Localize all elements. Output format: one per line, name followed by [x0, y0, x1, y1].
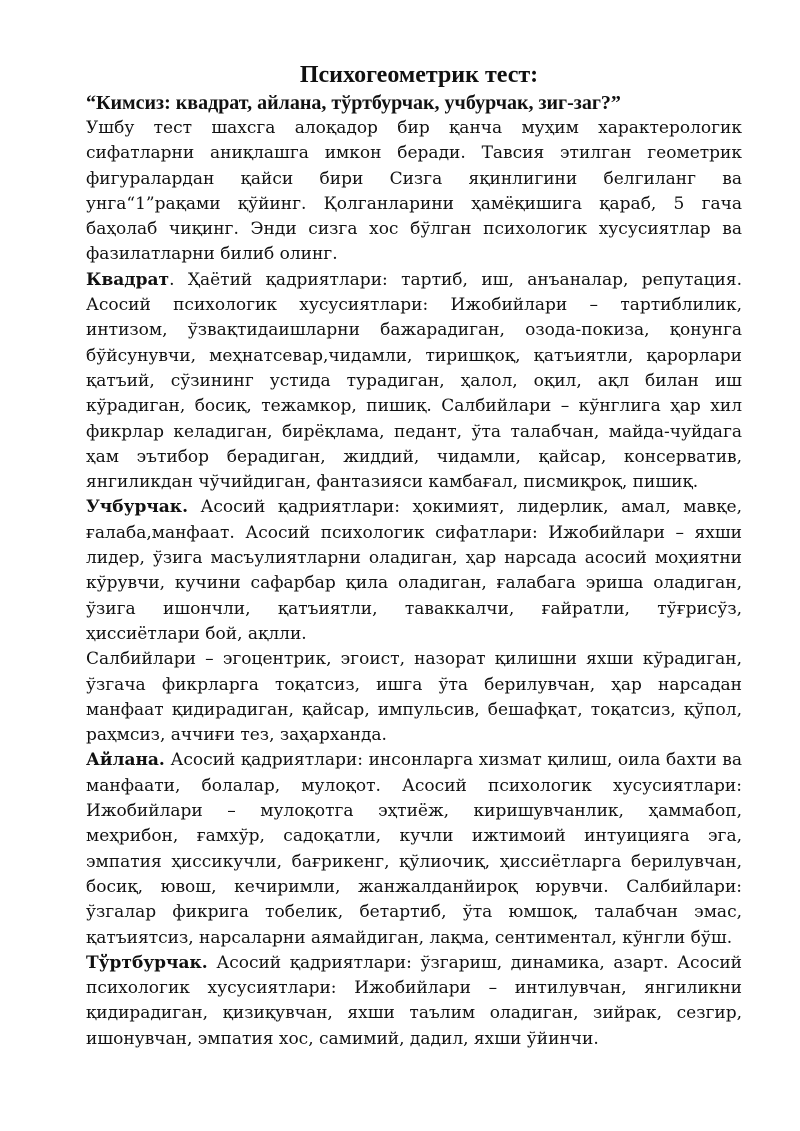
triangle-section	[86, 495, 742, 647]
triangle-negatives: Салбийлари – эгоцентрик, эгоист, назорат қилишни яхши кўрадиган, ўзгача фикрларга тоқатсиз, ишга ўта берилувчан, ҳар нарсадан манфаат қидирадиган, қайсар, импульсив, бешафқат, тоқатсиз, қўпол, раҳмсиз, аччиғи тез, заҳарханда.	[86, 649, 742, 746]
page-title: Психогеометрик тест:	[299, 62, 539, 88]
square-heading: Квадрат	[86, 269, 170, 290]
rectangle-heading: Тўртбурчак.	[86, 952, 208, 973]
circle-section	[86, 748, 742, 950]
rectangle-text: Асосий қадриятлари: ўзгариш, динамика, азарт. Асосий психологик хусусиятлари: Ижобийлари – интилувчан, янгиликни қидирадиган, қизиқувчан, яхши таълим оладиган, зийрак, сезгир, ишонувчан, эмпатия хос, самимий, дадил, яхши ўйинчи.	[86, 952, 742, 1049]
rectangle-section	[86, 951, 742, 1052]
document-page	[86, 60, 742, 1052]
triangle-text: Асосий қадриятлари: ҳокимият, лидерлик, амал, мавқе, ғалаба,манфаат. Асосий психологик сифатлари: Ижобийлари – яхши лидер, ўзига масъулиятларни оладиган, ҳар нарсада асосий моҳиятни кўрувчи, кучини сафарбар қила оладиган, ғалабага эриша оладиган, ўзига ишончли, қатъиятли, таваккалчи, ғайратли, тўғрисўз, ҳиссиётлари бой, ақлли.	[86, 497, 742, 644]
triangle-heading: Учбурчак.	[86, 497, 188, 518]
square-text: . Ҳаётий қадриятлари: тартиб, иш, анъаналар, репутация. Асосий психологик хусусиятлари: Ижобийлари – тартиблилик, интизом, ўзвақтидаишларни бажарадиган, озода-покиза, қонунга бўйсунувчи, меҳнатсевар,чидамли, тиришқоқ, қатъиятли, қарорлари қатъий, сўзининг устида турадиган, ҳалол, оқил, ақл билан иш кўрадиган, босиқ, тежамкор, пишиқ. Салбийлари – кўнглига ҳар хил фикрлар келадиган, бирёқлама, педант, ўта талабчан, майда-чуйдага ҳам эътибор берадиган, жиддий, чидамли, қайсар, консерватив, янгиликдан чўчийдиган, фантазияси камбағал, писмиқроқ, пишиқ.	[86, 269, 742, 493]
page-subtitle: “Кимсиз: квадрат, айлана, тўртбурчак, учбурчак, зиг-заг?”	[86, 92, 621, 114]
square-section	[86, 268, 742, 496]
intro-paragraph: Ушбу тест шахсга алоқадор бир қанча муҳим характерологик сифатларни аниқлашга имкон беради. Тавсия этилган геометрик фигуралардан қайси бири Сизга яқинлигини белгиланг ва унга“1”рақами қўйинг. Қолганларини ҳамёқишига қараб, 5 гача баҳолаб чиқинг. Энди сизга хос бўлган психологик хусусиятлар ва фазилатларни билиб олинг.	[86, 118, 742, 265]
circle-text: Асосий қадриятлари: инсонларга хизмат қилиш, оила бахти ва манфаати, болалар, мулоқот. Асосий психологик хусусиятлари: Ижобийлари – мулоқотга эҳтиёж, киришувчанлик, ҳаммабоп, меҳрибон, ғамхўр, садоқатли, кучли ижтимоий интуицияга эга, эмпатия ҳиссикучли, бағрикенг, қўлиочиқ, ҳиссиётларга берилувчан, босиқ, ювош, кечиримли, жанжалданйироқ юрувчи. Салбийлари: ўзгалар фикрига тобелик, бетартиб, ўта юмшоқ, талабчан эмас, қатъиятсиз, нарсаларни аямайдиган, лақма, сентиментал, кўнгли бўш.	[86, 750, 742, 948]
circle-heading: Айлана.	[86, 750, 165, 771]
